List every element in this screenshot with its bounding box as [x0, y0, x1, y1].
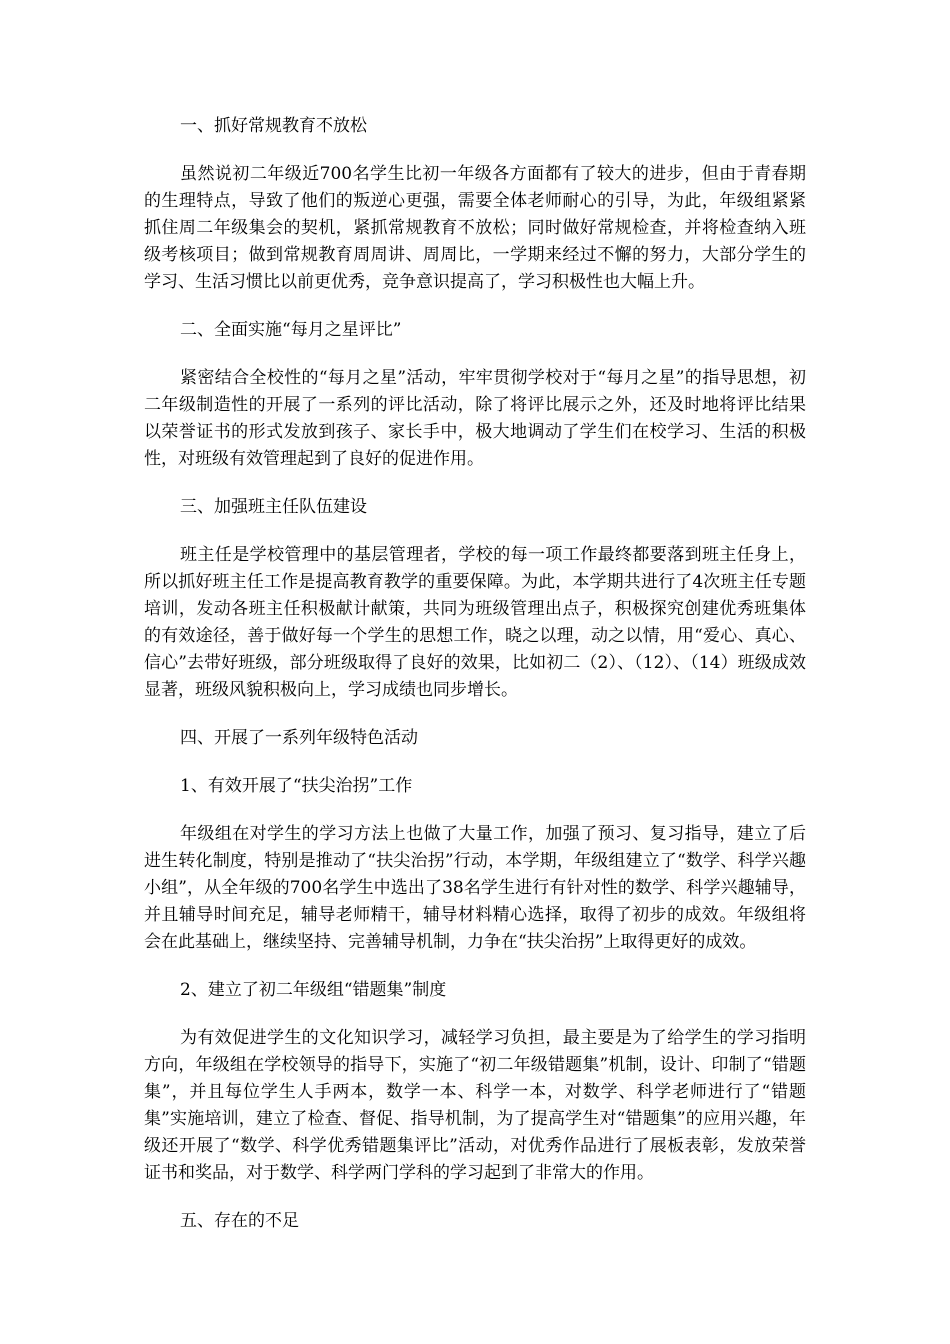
paragraph-head-teacher-team: 班主任是学校管理中的基层管理者，学校的每一项工作最终都要落到班主任身上，所以抓好班主任工作是提高教育教学的重要保障。为此，本学期共进行了4次班主任专题培训，发动各班主任积极献计献策，共同为班级管理出点子，积极探究创建优秀班集体的有效途径，善于做好每一个学生的思想工作，晓之以理，动之以情，用“爱心、真心、信心”去带好班级，部分班级取得了良好的效果，比如初二（2）、（12）、（14）班级成效显著，班级风貌积极向上，学习成绩也同步增长。 — [144, 545, 806, 700]
heading-star-of-month: 二、全面实施“每月之星评比” — [180, 320, 402, 340]
heading-grade-activities: 四、开展了一系列年级特色活动 — [180, 728, 418, 748]
heading-routine-education: 一、抓好常规教育不放松 — [180, 116, 367, 136]
document-body — [144, 113, 806, 1256]
heading-head-teacher-team: 三、加强班主任队伍建设 — [180, 497, 367, 517]
paragraph-star-of-month: 紧密结合全校性的“每月之星”活动，牢牢贯彻学校对于“每月之星”的指导思想，初二年级制造性的开展了一系列的评比活动，除了将评比展示之外，还及时地将评比结果以荣誉证书的形式发放到孩子、家长手中，极大地调动了学生们在校学习、生活的积极性，对班级有效管理起到了良好的促进作用。 — [144, 368, 806, 469]
paragraph-routine-education: 虽然说初二年级近700名学生比初一年级各方面都有了较大的进步，但由于青春期的生理特点，导致了他们的叛逆心更强，需要全体老师耐心的引导，为此，年级组紧紧抓住周二年级集会的契机，紧抓常规教育不放松；同时做好常规检查，并将检查纳入班级考核项目；做到常规教育周周讲、周周比，一学期来经过不懈的努力，大部分学生的学习、生活习惯比以前更优秀，竞争意识提高了，学习积极性也大幅上升。 — [144, 164, 806, 292]
paragraph-mistake-collection: 为有效促进学生的文化知识学习，减轻学习负担，最主要是为了给学生的学习指明方向，年级组在学校领导的指导下，实施了“初二年级错题集”机制，设计、印制了“错题集”，并且每位学生人手两本，数学一本、科学一本，对数学、科学老师进行了“错题集”实施培训，建立了检查、督促、指导机制，为了提高学生对“错题集”的应用兴趣，年级还开展了“数学、科学优秀错题集评比”活动，对优秀作品进行了展板表彰，发放荣誉证书和奖品，对于数学、科学两门学科的学习起到了非常大的作用。 — [144, 1028, 806, 1183]
heading-shortcomings: 五、存在的不足 — [180, 1211, 299, 1231]
paragraph-top-and-weak-support: 年级组在对学生的学习方法上也做了大量工作，加强了预习、复习指导，建立了后进生转化制度，特别是推动了“扶尖治拐”行动，本学期，年级组建立了“数学、科学兴趣小组”，从全年级的700名学生中选出了38名学生进行有针对性的数学、科学兴趣辅导，并且辅导时间充足，辅导老师精干，辅导材料精心选择，取得了初步的成效。年级组将会在此基础上，继续坚持、完善辅导机制，力争在“扶尖治拐”上取得更好的成效。 — [144, 824, 806, 952]
subheading-mistake-collection: 2、建立了初二年级组“错题集”制度 — [180, 980, 447, 1000]
subheading-top-and-weak-support: 1、有效开展了“扶尖治拐”工作 — [180, 776, 413, 796]
